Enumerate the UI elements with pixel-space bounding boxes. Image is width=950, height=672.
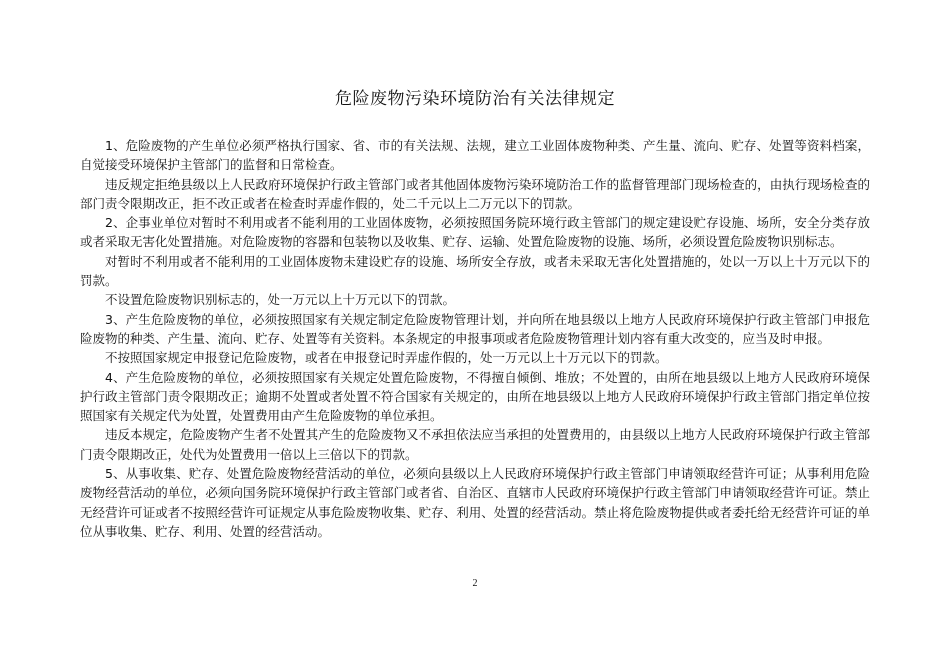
document-title: 危险废物污染环境防治有关法律规定 <box>335 89 615 109</box>
paragraph-4: 对暂时不利用或者不能利用的工业固体废物未建设贮存的设施、场所安全存放，或者未采取无害化处置措施的，处以一万以上十万元以下的罚款。 <box>80 253 870 289</box>
paragraph-1: 1、危险废物的产生单位必须严格执行国家、省、市的有关法规、法规，建立工业固体废物种类、产生量、流向、贮存、处置等资料档案，自觉接受环境保护主管部门的监督和日常检查。 <box>80 138 870 173</box>
paragraph-6: 3、产生危险废物的单位，必须按照国家有关规定制定危险废物管理计划，并向所在地县级以上地方人民政府环境保护行政主管部门申报危险废物的种类、产生量、流向、贮存、处置等有关资料。本条规定的申报事项或者危险废物管理计划内容有重大改变的，应当及时申报。 <box>80 311 870 346</box>
document-body <box>80 136 870 541</box>
paragraph-3: 2、企事业单位对暂时不利用或者不能利用的工业固体废物，必须按照国务院环境行政主管部门的规定建设贮存设施、场所，安全分类存放或者采取无害化处置措施。对危险废物的容器和包装物以及收集、贮存、运输、处置危险废物的设施、场所，必须设置危险废物识别标志。 <box>80 215 870 250</box>
paragraph-9: 违反本规定，危险废物产生者不处置其产生的危险废物又不承担依法应当承担的处置费用的，由县级以上地方人民政府环境保护行政主管部门责令限期改正，处代为处置费用一倍以上三倍以下的罚款。 <box>80 427 870 462</box>
paragraph-7: 不按照国家规定申报登记危险废物，或者在申报登记时弄虚作假的，处一万元以上十万元以下的罚款。 <box>105 350 668 366</box>
page-number: 2 <box>472 578 478 589</box>
paragraph-8: 4、产生危险废物的单位，必须按照国家有关规定处置危险废物，不得擅自倾倒、堆放；不处置的，由所在地县级以上地方人民政府环境保护行政主管部门责令限期改正；逾期不处置或者处置不符合国家有关规定的，由所在地县级以上地方人民政府环境保护行政主管部门指定单位按照国家有关规定代为处置，处置费用由产生危险废物的单位承担。 <box>80 369 870 424</box>
paragraph-2: 违反规定拒绝县级以上人民政府环境保护行政主管部门或者其他固体废物污染环境防治工作的监督管理部门现场检查的，由执行现场检查的部门责令限期改正，拒不改正或者在检查时弄虚作假的，处二千元以上二万元以下的罚款。 <box>80 176 870 211</box>
paragraph-5: 不设置危险废物识别标志的，处一万元以上十万元以下的罚款。 <box>105 292 456 308</box>
paragraph-10: 5、从事收集、贮存、处置危险废物经营活动的单位，必须向县级以上人民政府环境保护行政主管部门申请领取经营许可证；从事利用危险废物经营活动的单位，必须向国务院环境保护行政主管部门或者省、自治区、直辖市人民政府环境保护行政主管部门申请领取经营许可证。禁止无经营许可证或者不按照经营许可证规定从事危险废物收集、贮存、利用、处置的经营活动。禁止将危险废物提供或者委托给无经营许可证的单位从事收集、贮存、利用、处置的经营活动。 <box>80 466 870 539</box>
